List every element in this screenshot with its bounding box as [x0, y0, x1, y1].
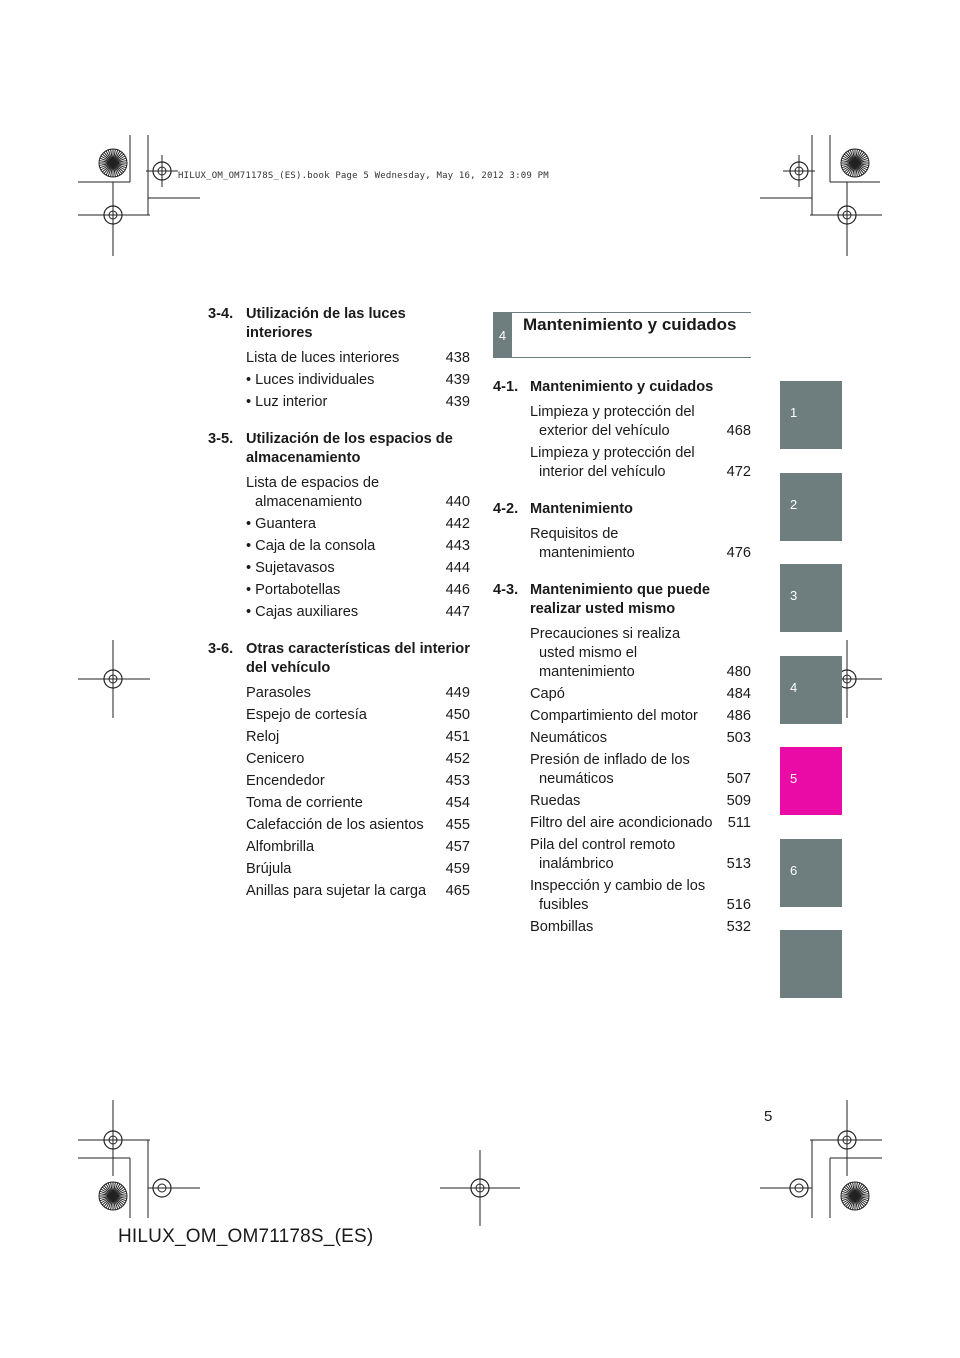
entry-page-number: 459 — [445, 861, 470, 877]
entry-title: Capó — [530, 686, 565, 702]
entry-page-number: 480 — [726, 664, 751, 680]
entry-title: Requisitos de mantenimiento — [530, 526, 635, 561]
toc-entry[interactable] — [493, 625, 751, 682]
entry-title: Bombillas — [530, 919, 594, 935]
section-heading — [208, 430, 470, 468]
entry-title: • Guantera — [246, 516, 317, 532]
side-tab-5[interactable]: 5 — [780, 747, 842, 815]
footer-code: HILUX_OM_OM71178S_(ES) — [118, 1226, 374, 1247]
registration-target-icon — [146, 155, 178, 187]
toc-left-column — [208, 305, 470, 919]
side-tab-3[interactable]: 3 — [780, 564, 842, 632]
section-heading — [493, 581, 751, 619]
entry-title: Limpieza y protección del exterior del vehículo — [530, 404, 695, 439]
entry-page-number: 449 — [445, 685, 470, 701]
toc-entry[interactable] — [208, 772, 470, 791]
entry-title: Parasoles — [246, 685, 311, 701]
entry-page-number: 442 — [445, 516, 470, 532]
entry-page-number: 451 — [445, 729, 470, 745]
section-title: Mantenimiento — [530, 501, 633, 517]
entry-title: Calefacción de los asientos — [246, 817, 424, 833]
section-heading — [208, 305, 470, 343]
toc-entry[interactable] — [208, 750, 470, 769]
toc-section — [493, 378, 751, 482]
section-heading — [493, 378, 751, 397]
entry-page-number: 457 — [445, 839, 470, 855]
section-title: Mantenimiento que puede realizar usted mismo — [530, 582, 710, 617]
section-number: 3-6. — [208, 641, 234, 657]
toc-entry[interactable] — [493, 444, 751, 482]
toc-entry[interactable] — [208, 581, 470, 600]
entry-page-number: 446 — [445, 582, 470, 598]
toc-entry[interactable] — [493, 729, 751, 748]
entry-page-number: 513 — [726, 856, 751, 872]
entry-title: Precauciones si realiza usted mismo el mantenimiento — [530, 626, 681, 680]
side-tab-1[interactable]: 1 — [780, 381, 842, 449]
entry-title: Alfombrilla — [246, 839, 315, 855]
entry-page-number: 484 — [726, 686, 751, 702]
entry-title: Neumáticos — [530, 730, 608, 746]
toc-entry[interactable] — [493, 403, 751, 441]
toc-entry[interactable] — [493, 792, 751, 811]
toc-entry[interactable] — [493, 685, 751, 704]
chapter-header — [493, 312, 751, 358]
toc-entry[interactable] — [208, 684, 470, 703]
toc-entry[interactable] — [493, 836, 751, 874]
entry-page-number: 507 — [726, 771, 751, 787]
section-number: 3-4. — [208, 306, 234, 322]
entry-title: Toma de corriente — [246, 795, 363, 811]
entry-title: Anillas para sujetar la carga — [246, 883, 427, 899]
section-heading — [208, 640, 470, 678]
section-number: 4-1. — [493, 379, 519, 395]
entry-page-number: 453 — [445, 773, 470, 789]
toc-entry[interactable] — [493, 751, 751, 789]
entry-page-number: 439 — [445, 394, 470, 410]
entry-title: • Luz interior — [246, 394, 328, 410]
toc-entry[interactable] — [208, 371, 470, 390]
entry-page-number: 450 — [445, 707, 470, 723]
entry-title: Lista de espacios de almacenamiento — [246, 475, 380, 510]
chapter-number: 4 — [493, 313, 512, 357]
print-stamp: HILUX_OM_OM71178S_(ES).book Page 5 Wednesday, May 16, 2012 3:09 PM — [178, 171, 549, 181]
entry-page-number: 532 — [726, 919, 751, 935]
entry-title: Inspección y cambio de los fusibles — [530, 878, 706, 913]
entry-page-number: 447 — [445, 604, 470, 620]
sunburst-mark-icon — [99, 1182, 127, 1210]
toc-entry[interactable] — [208, 706, 470, 725]
toc-entry[interactable] — [208, 393, 470, 412]
toc-entry[interactable] — [493, 918, 751, 937]
entry-page-number: 468 — [726, 423, 751, 439]
entry-title: Cenicero — [246, 751, 305, 767]
entry-page-number: 465 — [445, 883, 470, 899]
toc-entry[interactable] — [208, 882, 470, 901]
entry-title: • Portabotellas — [246, 582, 341, 598]
entry-page-number: 455 — [445, 817, 470, 833]
entry-title: Compartimiento del motor — [530, 708, 698, 724]
entry-page-number: 444 — [445, 560, 470, 576]
toc-entry[interactable] — [493, 525, 751, 563]
section-title: Otras características del interior del vehículo — [246, 641, 470, 676]
entry-title: Brújula — [246, 861, 292, 877]
toc-section — [208, 640, 470, 901]
section-number: 3-5. — [208, 431, 234, 447]
sunburst-mark-icon — [841, 1182, 869, 1210]
side-tab-4[interactable]: 4 — [780, 656, 842, 724]
entry-page-number: 503 — [726, 730, 751, 746]
entry-title: Espejo de cortesía — [246, 707, 367, 723]
entry-page-number: 511 — [727, 815, 751, 831]
entry-page-number: 443 — [445, 538, 470, 554]
toc-entry[interactable] — [208, 515, 470, 534]
toc-section — [208, 305, 470, 412]
entry-title: Ruedas — [530, 793, 581, 809]
entry-page-number: 486 — [726, 708, 751, 724]
section-title: Utilización de las luces interiores — [246, 306, 406, 341]
toc-entry[interactable] — [493, 707, 751, 726]
toc-entry[interactable] — [208, 349, 470, 368]
entry-page-number: 438 — [445, 350, 470, 366]
toc-entry[interactable] — [208, 794, 470, 813]
entry-title: • Sujetavasos — [246, 560, 335, 576]
side-tab-index[interactable] — [780, 930, 842, 998]
toc-entry[interactable] — [493, 877, 751, 915]
toc-entry[interactable] — [208, 474, 470, 512]
entry-title: Reloj — [246, 729, 280, 745]
toc-entry[interactable] — [208, 816, 470, 835]
entry-page-number: 476 — [726, 545, 751, 561]
entry-title: Limpieza y protección del interior del vehículo — [530, 445, 695, 480]
entry-title: • Caja de la consola — [246, 538, 376, 554]
toc-entry[interactable] — [208, 603, 470, 622]
entry-title: Filtro del aire acondicionado — [530, 815, 713, 831]
toc-entry[interactable] — [493, 814, 751, 833]
toc-entry[interactable] — [208, 537, 470, 556]
section-heading — [493, 500, 751, 519]
entry-page-number: 509 — [726, 793, 751, 809]
entry-page-number: 439 — [445, 372, 470, 388]
entry-page-number: 472 — [726, 464, 751, 480]
toc-entry[interactable] — [208, 559, 470, 578]
chapter-title: Mantenimiento y cuidados — [523, 315, 737, 334]
sunburst-mark-icon — [841, 149, 869, 177]
toc-right-column — [493, 312, 751, 955]
entry-page-number: 516 — [726, 897, 751, 913]
toc-section — [208, 430, 470, 622]
section-title: Utilización de los espacios de almacenamiento — [246, 431, 453, 466]
toc-section — [493, 581, 751, 937]
entry-page-number: 452 — [445, 751, 470, 767]
section-number: 4-3. — [493, 582, 519, 598]
entry-title: Pila del control remoto inalámbrico — [530, 837, 676, 872]
toc-entry[interactable] — [208, 838, 470, 857]
side-tab-6[interactable]: 6 — [780, 839, 842, 907]
entry-title: Lista de luces interiores — [246, 350, 400, 366]
entry-title: • Luces individuales — [246, 372, 375, 388]
sunburst-mark-icon — [99, 149, 127, 177]
page-number: 5 — [764, 1108, 773, 1125]
toc-entry[interactable] — [208, 728, 470, 747]
section-title: Mantenimiento y cuidados — [530, 379, 714, 395]
section-number: 4-2. — [493, 501, 519, 517]
entry-title: Encendedor — [246, 773, 325, 789]
side-tab-2[interactable]: 2 — [780, 473, 842, 541]
toc-entry[interactable] — [208, 860, 470, 879]
entry-title: • Cajas auxiliares — [246, 604, 359, 620]
entry-page-number: 454 — [445, 795, 470, 811]
entry-page-number: 440 — [445, 494, 470, 510]
toc-section — [493, 500, 751, 563]
registration-target-icon — [783, 155, 815, 187]
entry-title: Presión de inflado de los neumáticos — [530, 752, 690, 787]
